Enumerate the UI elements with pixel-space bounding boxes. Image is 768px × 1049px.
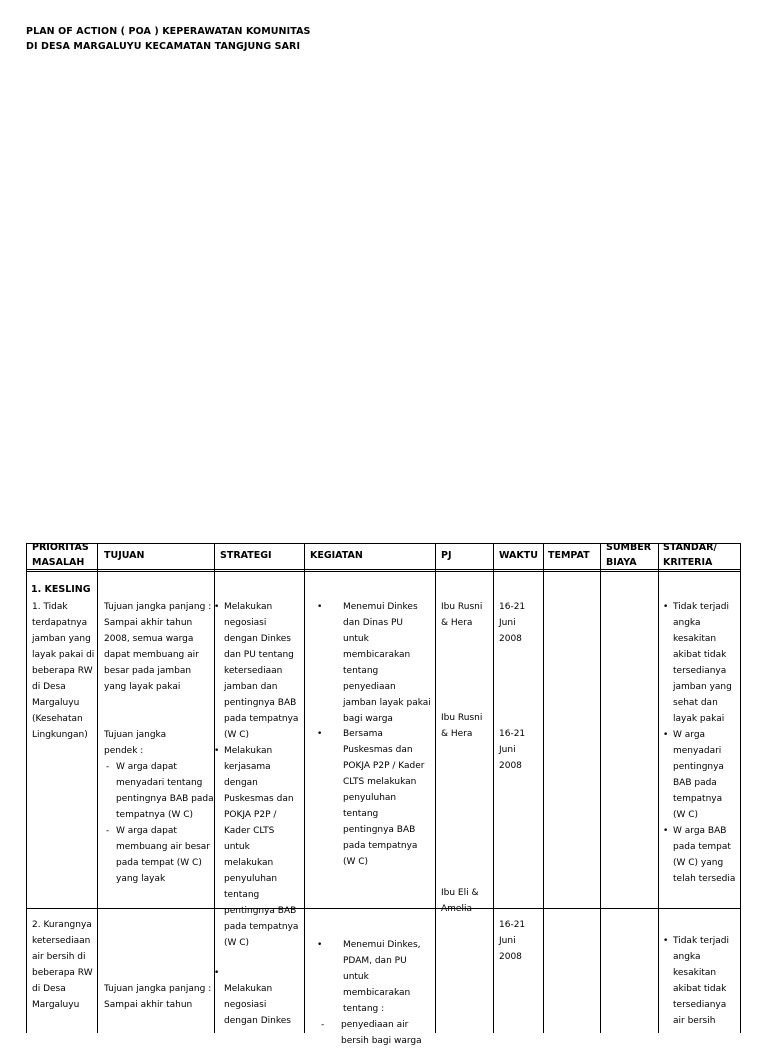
- col-line: [658, 543, 659, 1033]
- strategi-item: • Melakukan kerjasama dengan Puskesmas dan POKJA P2P / Kader CLTS untuk melakukan penyuluhan tentang pentingnya BAB pada tempatnya (W C): [214, 743, 300, 951]
- row2-pj: Ibu Eli & Amelia: [441, 888, 479, 914]
- col-line: [493, 543, 494, 1033]
- row-divider: [26, 908, 741, 909]
- col-line: [543, 543, 544, 1033]
- row2-tujuan: [104, 981, 214, 1013]
- row1-kegiatan-2: [311, 726, 431, 870]
- row2-strategi: [214, 965, 300, 1029]
- kegiatan-subitem: - penyediaan air bersih bagi warga: [321, 1017, 431, 1049]
- header-divider-double: [26, 571, 741, 572]
- header-prioritas-masalah: PRIORITAS MASALAH: [32, 542, 89, 568]
- col-line: [435, 543, 436, 1033]
- header-tempat: TEMPAT: [548, 550, 590, 561]
- row1-waktu-1: 16-21 Juni 2008: [499, 602, 526, 644]
- title-line-1: PLAN OF ACTION ( POA ) KEPERAWATAN KOMUNITAS: [26, 26, 311, 37]
- tujuan-panjang-label: Tujuan jangka panjang :: [104, 602, 212, 612]
- document-title: [26, 24, 310, 54]
- header-tujuan: TUJUAN: [104, 550, 145, 561]
- row1-tujuan: [104, 599, 214, 887]
- col-line: [740, 543, 741, 1033]
- header-pj: PJ: [441, 550, 452, 561]
- tujuan-pendek-item: - W arga dapat membuang air besar pada tempat (W C) yang layak: [104, 823, 214, 887]
- row1-waktu-2: 16-21 Juni 2008: [499, 729, 526, 771]
- row1-strategi: [214, 599, 300, 951]
- row1-pj-1: Ibu Rusni & Hera: [441, 602, 483, 628]
- row1-pj-2: Ibu Rusni & Hera: [441, 713, 483, 739]
- row2-standar: [663, 933, 737, 1029]
- tujuan-pendek-item: - W arga dapat menyadari tentang pentingnya BAB pada tempatnya (W C): [104, 759, 214, 823]
- tujuan-pendek-label: Tujuan jangka pendek :: [104, 730, 167, 756]
- header-standar-kriteria: STANDAR/ KRITERIA: [663, 542, 717, 568]
- poa-table: [26, 542, 741, 1046]
- standar-item: • Tidak terjadi angka kesakitan akibat tidak tersedianya air bersih: [663, 933, 737, 1029]
- kegiatan-item: • Menemui Dinkes, PDAM, dan PU untuk membicarakan tentang :: [311, 937, 431, 1017]
- standar-item: • W arga menyadari pentingnya BAB pada tempatnya (W C): [663, 727, 737, 823]
- standar-item: • Tidak terjadi angka kesakitan akibat tidak tersedianya jamban yang sehat dan layak pakai: [663, 599, 737, 727]
- strategi-item: • Melakukan negosiasi dengan Dinkes dan PU tentang ketersediaan jamban dan pentingnya BAB pada tempatnya (W C): [214, 599, 300, 743]
- tujuan-panjang-text: Sampai akhir tahun: [104, 1000, 193, 1010]
- row2-masalah: 2. Kurangnya ketersediaan air bersih di beberapa RW di Desa Margaluyu: [32, 920, 93, 1010]
- kegiatan-item: • Menemui Dinkes dan Dinas PU untuk membicarakan tentang penyediaan jamban layak pakai bagi warga: [311, 599, 431, 727]
- row1-masalah: 1. Tidak terdapatnya jamban yang layak pakai di beberapa RW di Desa Margaluyu (Kesehatan Lingkungan): [32, 602, 95, 740]
- strategi-item: [214, 965, 300, 981]
- header-kegiatan: KEGIATAN: [310, 550, 363, 561]
- header-waktu: WAKTU: [499, 550, 538, 561]
- col-line: [26, 543, 27, 1033]
- title-line-2: DI DESA MARGALUYU KECAMATAN TANGJUNG SARI: [26, 41, 301, 52]
- tujuan-panjang-text: Sampai akhir tahun 2008, semua warga dapat membuang air besar pada jamban yang layak pakai: [104, 618, 199, 692]
- row2-waktu: 16-21 Juni 2008: [499, 920, 526, 962]
- section-heading-kesling: 1. KESLING: [31, 584, 91, 595]
- header-sumber-biaya: SUMBER BIAYA: [606, 542, 652, 568]
- col-line: [97, 543, 98, 1033]
- row2-kegiatan: [311, 937, 431, 1049]
- row1-kegiatan: [311, 599, 431, 727]
- tujuan-panjang-label: Tujuan jangka panjang :: [104, 984, 212, 994]
- col-line: [304, 543, 305, 1033]
- kegiatan-item: • Bersama Puskesmas dan POKJA P2P / Kader CLTS melakukan penyuluhan tentang pentingnya BAB pada tempatnya (W C): [311, 726, 431, 870]
- header-strategi: STRATEGI: [220, 550, 272, 561]
- standar-item: • W arga BAB pada tempat (W C) yang telah tersedia: [663, 823, 737, 887]
- strategi-item: Melakukan negosiasi dengan Dinkes: [224, 984, 291, 1026]
- col-line: [600, 543, 601, 1033]
- row1-standar: [663, 599, 737, 887]
